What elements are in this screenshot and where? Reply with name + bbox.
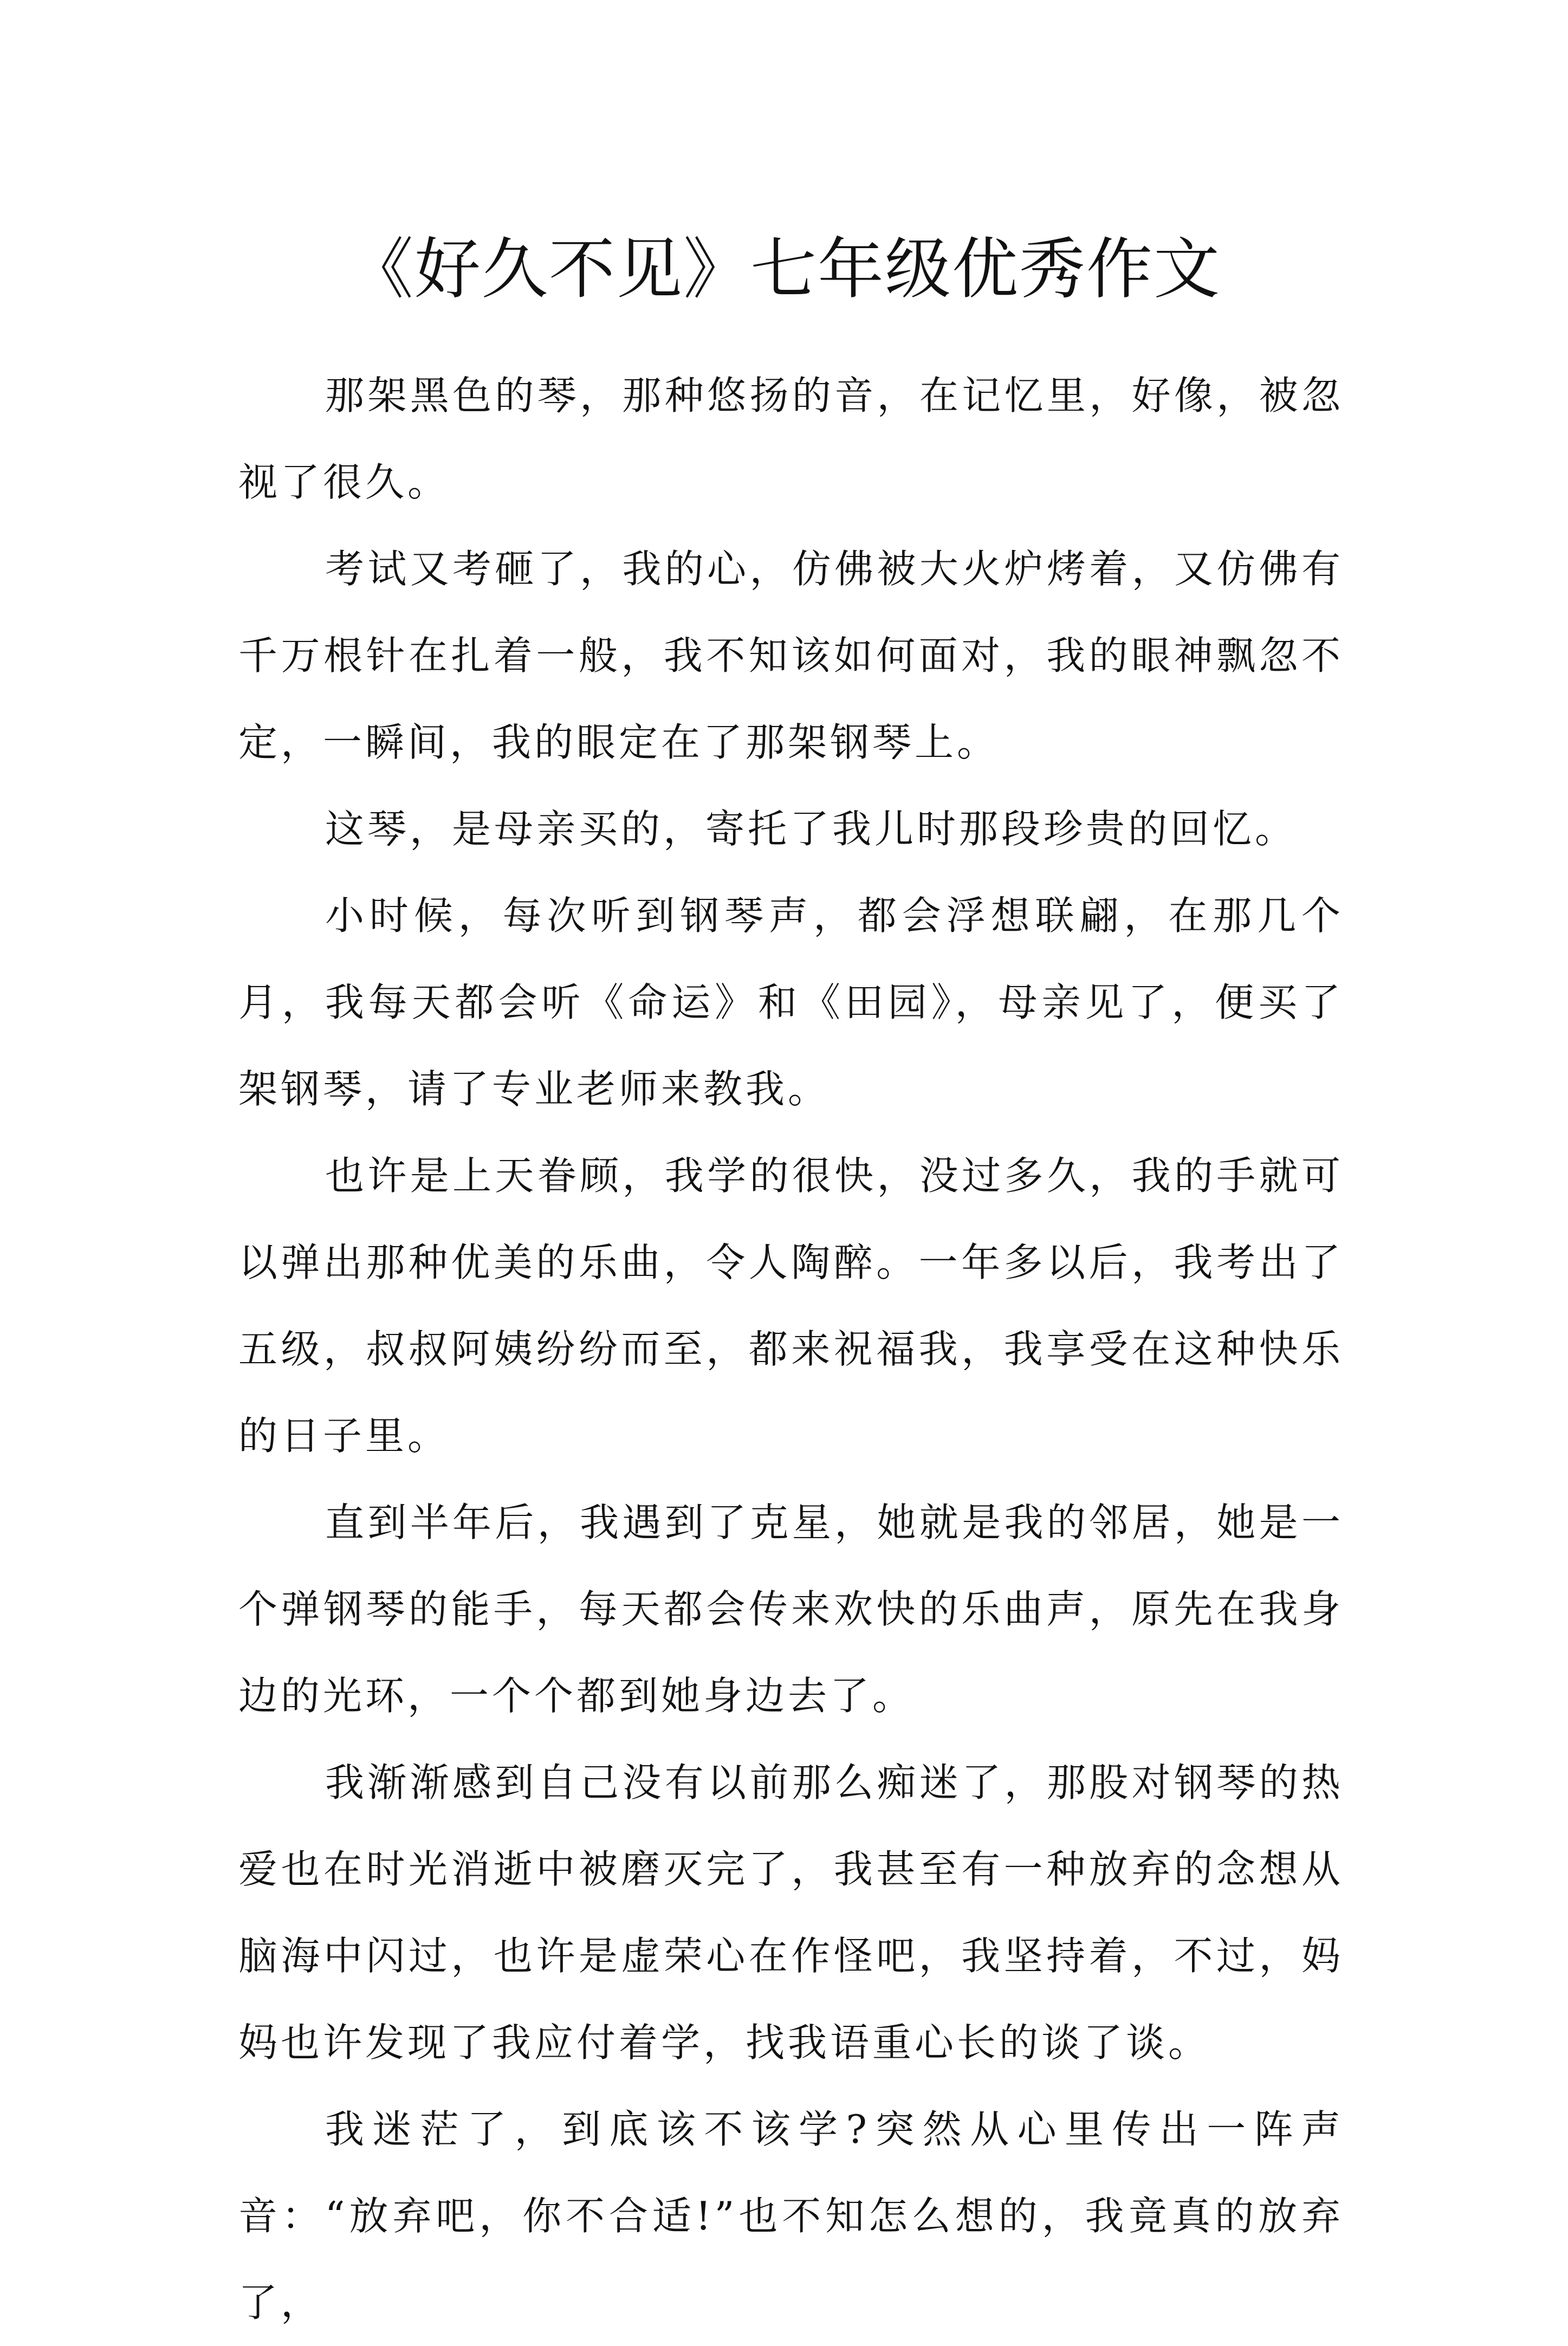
paragraph-7: 我渐渐感到自己没有以前那么痴迷了，那股对钢琴的热爱也在时光消逝中被磨灭完了，我甚至有一种放弃的念想从脑海中闪过，也许是虚荣心在作怪吧，我坚持着，不过，妈妈也许发现了我应付着学，找我语重心长的谈了谈。 <box>238 1760 1344 2065</box>
paragraph-3: 这琴，是母亲买的，寄托了我儿时那段珍贵的回忆。 <box>325 806 1298 852</box>
paragraph-5: 也许是上天眷顾，我学的很快，没过多久，我的手就可以弹出那种优美的乐曲，令人陶醉。一年多以后，我考出了五级，叔叔阿姨纷纷而至，都来祝福我，我享受在这种快乐的日子里。 <box>238 1153 1344 1459</box>
paragraph-1: 那架黑色的琴，那种悠扬的音，在记忆里，好像，被忽视了很久。 <box>238 373 1344 505</box>
document-title: 《好久不见》七年级优秀作文 <box>347 230 1221 308</box>
paragraph-6: 直到半年后，我遇到了克星，她就是我的邻居，她是一个弹钢琴的能手，每天都会传来欢快的乐曲声，原先在我身边的光环，一个个都到她身边去了。 <box>238 1500 1344 1719</box>
paragraph-8: 我迷茫了，到底该不该学?突然从心里传出一阵声音：“放弃吧，你不合适!”也不知怎么想的，我竟真的放弃了， <box>238 2107 1344 2325</box>
paragraph-2: 考试又考砸了，我的心，仿佛被大火炉烤着，又仿佛有千万根针在扎着一般，我不知该如何面对，我的眼神飘忽不定，一瞬间，我的眼定在了那架钢琴上。 <box>238 546 1344 765</box>
paragraph-4: 小时候，每次听到钢琴声，都会浮想联翩，在那几个月，我每天都会听《命运》和《田园》，母亲见了，便买了架钢琴，请了专业老师来教我。 <box>238 893 1344 1112</box>
essay-body <box>238 352 1344 2346</box>
